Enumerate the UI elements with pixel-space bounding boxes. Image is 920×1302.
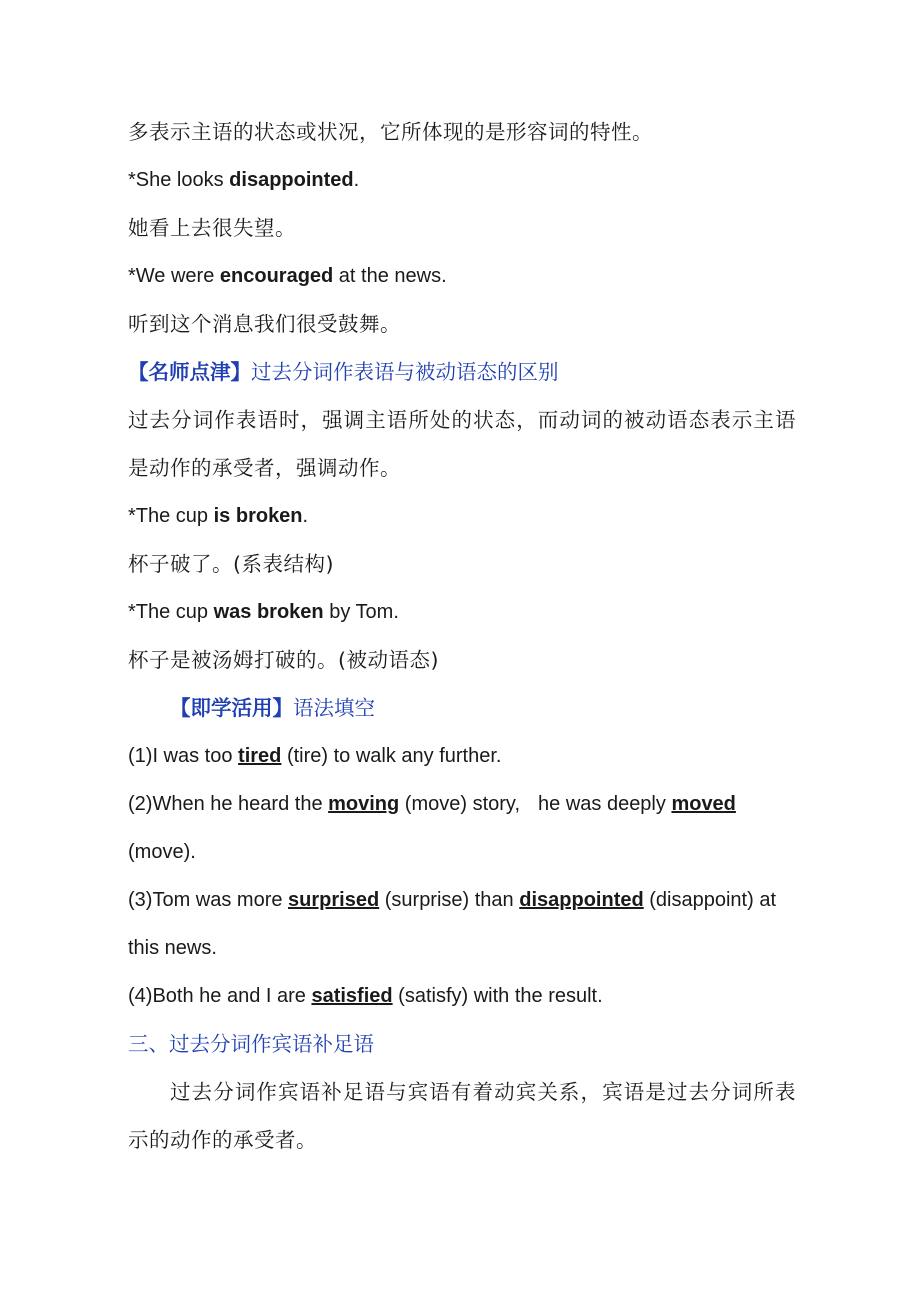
exercise-prefix: (4)Both he and I are (128, 985, 312, 1007)
exercise-middle-2: he was deeply (538, 793, 672, 815)
example-sentence (128, 492, 796, 540)
exercise-suffix: (tire) to walk any further. (281, 745, 502, 767)
exercise-middle: (move) story, (399, 793, 521, 815)
translation-line: 杯子是被汤姆打破的。(被动语态) (128, 648, 439, 672)
practice-heading-text: 语法填空 (293, 696, 375, 720)
exercise-suffix: (move). (128, 841, 196, 863)
sentence-suffix: . (302, 505, 309, 527)
sentence-prefix: *The cup (128, 601, 214, 623)
tip-tag-label: 【名师点津】 (128, 360, 251, 384)
sentence-suffix: at the news. (333, 265, 447, 287)
document-body (128, 108, 796, 1164)
example-sentence (128, 156, 796, 204)
practice-tag-label: 【即学活用】 (170, 696, 293, 720)
sentence-suffix: . (353, 169, 360, 191)
exercise-prefix: (1)I was too (128, 745, 239, 767)
exercise-item-4 (128, 972, 796, 1020)
practice-heading (128, 684, 796, 732)
sentence-prefix: *The cup (128, 505, 214, 527)
sentence-keyword: disappointed (229, 169, 354, 191)
section-heading: 三、过去分词作宾语补足语 (128, 1032, 374, 1056)
translation-line: 她看上去很失望。 (128, 216, 296, 240)
translation-line: 听到这个消息我们很受鼓舞。 (128, 312, 401, 336)
translation-line: 杯子破了。(系表结构) (128, 552, 334, 576)
sentence-keyword: encouraged (219, 265, 334, 287)
sentence-suffix: by Tom. (323, 601, 399, 623)
exercise-middle: (surprise) than (379, 889, 520, 911)
exercise-suffix: (satisfy) with the result. (392, 985, 603, 1007)
exercise-item-1 (128, 732, 796, 780)
exercise-suffix: (disappoint) at (643, 889, 776, 911)
example-sentence (128, 588, 796, 636)
exercise-answer: moved (671, 793, 736, 815)
paragraph-line: 过去分词作表语时，强调主语所处的状态，而动词的被动语态表示主语是动作的承受者，强调动作。 (128, 408, 796, 480)
tip-heading-text: 过去分词作表语与被动语态的区别 (251, 360, 559, 384)
example-sentence (128, 252, 796, 300)
sentence-prefix: *We were (128, 265, 220, 287)
exercise-answer: moving (328, 793, 400, 815)
exercise-answer: satisfied (311, 985, 393, 1007)
sentence-keyword: was broken (213, 601, 324, 623)
exercise-prefix: (2)When he heard the (128, 793, 329, 815)
exercise-item-2 (128, 780, 796, 876)
exercise-suffix-2: this news. (128, 937, 217, 959)
exercise-item-3 (128, 876, 796, 972)
sentence-prefix: *She looks (128, 169, 230, 191)
exercise-answer: surprised (288, 889, 380, 911)
paragraph-line: 多表示主语的状态或状况，它所体现的是形容词的特性。 (128, 120, 653, 144)
exercise-answer: tired (238, 745, 282, 767)
section-paragraph: 过去分词作宾语补足语与宾语有着动宾关系，宾语是过去分词所表示的动作的承受者。 (128, 1080, 796, 1152)
sentence-keyword: is broken (213, 505, 303, 527)
exercise-prefix: (3)Tom was more (128, 889, 289, 911)
tip-heading (128, 348, 796, 396)
exercise-answer: disappointed (519, 889, 644, 911)
